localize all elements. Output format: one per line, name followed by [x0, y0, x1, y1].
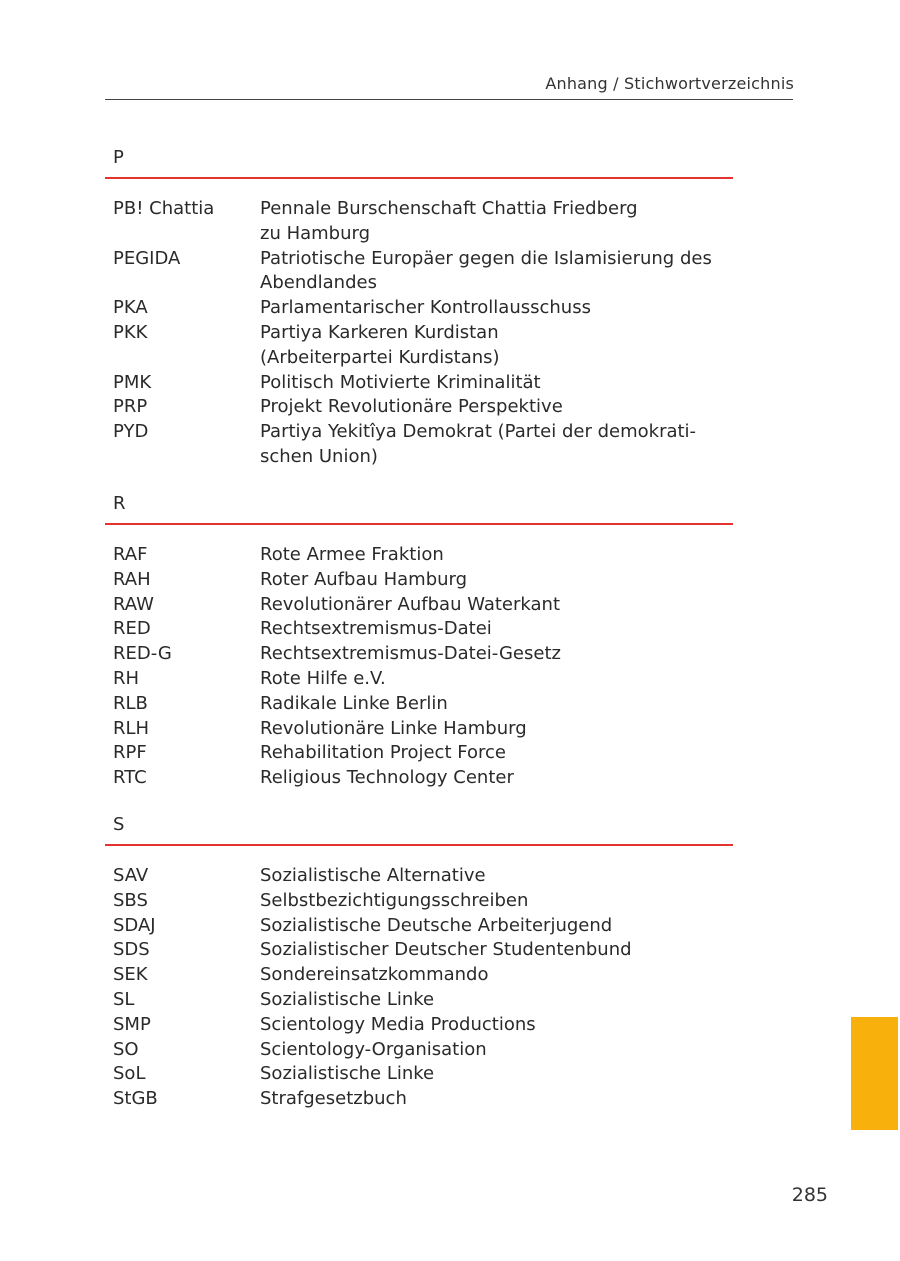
entry-expansion-line: Rote Armee Fraktion — [260, 544, 444, 565]
index-entry — [105, 371, 733, 396]
entry-expansion-line: Rote Hilfe e.V. — [260, 667, 386, 689]
index-entry — [105, 1062, 733, 1087]
entry-abbreviation: RAW — [113, 593, 154, 615]
header-divider — [105, 99, 793, 100]
entry-expansion-line: Sozialistische Linke — [260, 988, 435, 1010]
index-entry — [105, 420, 733, 470]
entry-expansion — [260, 963, 733, 988]
entry-expansion-line: Selbstbezichtigungsschreiben — [260, 889, 529, 911]
entry-expansion-line: Politisch Motivierte Kriminalität — [260, 371, 541, 393]
entry-expansion — [260, 371, 733, 396]
index-entry — [105, 321, 733, 371]
entry-expansion — [260, 692, 733, 717]
entry-expansion — [260, 717, 733, 742]
index-entry — [105, 568, 733, 593]
index-entry — [105, 1087, 733, 1112]
index-entry — [105, 543, 733, 568]
entry-expansion — [260, 1087, 733, 1112]
index-entry — [105, 617, 733, 642]
entry-expansion — [260, 741, 733, 766]
section-r — [105, 492, 733, 791]
entry-expansion — [260, 321, 733, 371]
index-entry — [105, 963, 733, 988]
entry-expansion — [260, 938, 733, 963]
entry-abbreviation: SAV — [113, 865, 149, 886]
entry-abbreviation: PRP — [113, 396, 148, 418]
entry-expansion-line: Sozialistischer Deutscher Studentenbund — [260, 939, 632, 961]
entry-abbreviation: PMK — [113, 371, 152, 393]
section-letter: R — [113, 493, 126, 514]
index-entry — [105, 247, 733, 297]
entry-abbreviation: StGB — [113, 1088, 158, 1110]
section-divider — [105, 844, 733, 846]
index-entry — [105, 395, 733, 420]
entry-abbreviation: RAH — [113, 568, 151, 590]
index-entry — [105, 296, 733, 321]
entry-expansion — [260, 889, 733, 914]
entry-expansion — [260, 642, 733, 667]
entry-expansion-line: Partiya Karkeren Kurdistan — [260, 321, 499, 343]
entry-abbreviation: RED — [113, 618, 151, 640]
entry-expansion — [260, 1038, 733, 1063]
entry-expansion-line: (Arbeiterpartei Kurdistans) — [260, 346, 500, 368]
entry-abbreviation: PKA — [113, 297, 148, 319]
entry-expansion — [260, 617, 733, 642]
entry-list — [105, 864, 733, 1112]
entry-expansion — [260, 593, 733, 618]
entry-abbreviation: SDAJ — [113, 914, 156, 936]
entry-expansion-line: Abendlandes — [260, 272, 377, 294]
index-entry — [105, 741, 733, 766]
entry-expansion — [260, 914, 733, 939]
section-divider — [105, 177, 733, 179]
entry-expansion — [260, 296, 733, 321]
entry-expansion — [260, 568, 733, 593]
index-entry — [105, 938, 733, 963]
page-number: 285 — [791, 1184, 828, 1206]
entry-expansion — [260, 247, 733, 297]
entry-expansion-line: Scientology Media Productions — [260, 1013, 536, 1035]
entry-expansion — [260, 766, 733, 791]
section-s — [105, 813, 733, 1112]
section-p — [105, 146, 733, 470]
entry-expansion-line: Roter Aufbau Hamburg — [260, 568, 468, 590]
index-entry — [105, 197, 733, 247]
entry-abbreviation: SO — [113, 1038, 139, 1060]
index-entry — [105, 914, 733, 939]
entry-abbreviation: PEGIDA — [113, 247, 181, 269]
entry-expansion — [260, 1013, 733, 1038]
entry-expansion-line: Rechtsextremismus-Datei-Gesetz — [260, 643, 561, 665]
entry-abbreviation: PYD — [113, 421, 149, 443]
entry-expansion-line: Strafgesetzbuch — [260, 1088, 407, 1110]
entry-expansion-line: zu Hamburg — [260, 222, 371, 244]
index-entry — [105, 889, 733, 914]
entry-abbreviation: RLH — [113, 717, 150, 739]
entry-abbreviation: SoL — [113, 1063, 146, 1085]
index-entry — [105, 1038, 733, 1063]
entry-expansion — [260, 395, 733, 420]
entry-expansion-line: Patriotische Europäer gegen die Islamisierung des — [260, 247, 712, 269]
index-entry — [105, 692, 733, 717]
entry-expansion-line: Sozialistische Linke — [260, 1063, 435, 1085]
entry-abbreviation: SMP — [113, 1013, 151, 1035]
entry-expansion — [260, 543, 733, 568]
section-divider — [105, 523, 733, 525]
entry-expansion — [260, 864, 733, 889]
entry-abbreviation: RAF — [113, 544, 148, 565]
section-letter: P — [113, 147, 124, 168]
entry-expansion-line: Projekt Revolutionäre Perspektive — [260, 396, 563, 418]
entry-expansion-line: Sozialistische Alternative — [260, 865, 486, 886]
index-entry — [105, 864, 733, 889]
entry-expansion-line: Radikale Linke Berlin — [260, 692, 448, 714]
entry-expansion-line: Revolutionäre Linke Hamburg — [260, 717, 527, 739]
entry-expansion — [260, 197, 733, 247]
entry-expansion — [260, 988, 733, 1013]
entry-abbreviation: RLB — [113, 692, 148, 714]
entry-expansion-line: schen Union) — [260, 445, 378, 467]
entry-expansion — [260, 420, 733, 470]
section-letter: S — [113, 814, 125, 835]
entry-abbreviation: SBS — [113, 889, 148, 911]
index-entry — [105, 988, 733, 1013]
entry-abbreviation: RED-G — [113, 643, 172, 665]
entry-expansion-line: Parlamentarischer Kontrollausschuss — [260, 297, 591, 319]
entry-expansion-line: Sozialistische Deutsche Arbeiterjugend — [260, 914, 613, 936]
entry-list — [105, 543, 733, 791]
entry-abbreviation: RPF — [113, 742, 147, 764]
chapter-tab-marker — [851, 1017, 898, 1130]
entry-abbreviation: SDS — [113, 939, 150, 961]
entry-expansion-line: Rechtsextremismus-Datei — [260, 618, 492, 640]
entry-expansion — [260, 667, 733, 692]
entry-expansion-line: Religious Technology Center — [260, 767, 514, 789]
entry-expansion-line: Sondereinsatzkommando — [260, 964, 489, 986]
entry-expansion-line: Scientology-Organisation — [260, 1038, 487, 1060]
entry-abbreviation: PKK — [113, 321, 148, 343]
entry-expansion — [260, 1062, 733, 1087]
index-entry — [105, 593, 733, 618]
entry-expansion-line: Rehabilitation Project Force — [260, 742, 506, 764]
entry-abbreviation: RH — [113, 667, 140, 689]
index-entry — [105, 766, 733, 791]
entry-expansion-line: Pennale Burschenschaft Chattia Friedberg — [260, 198, 638, 219]
entry-list — [105, 197, 733, 470]
entry-abbreviation: SL — [113, 988, 135, 1010]
running-header: Anhang / Stichwortverzeichnis — [545, 74, 794, 93]
entry-expansion-line: Revolutionärer Aufbau Waterkant — [260, 593, 561, 615]
entry-abbreviation: RTC — [113, 767, 147, 789]
entry-abbreviation: SEK — [113, 964, 148, 986]
entry-abbreviation: PB! Chattia — [113, 198, 215, 219]
index-entry — [105, 1013, 733, 1038]
index-entry — [105, 667, 733, 692]
index-entry — [105, 717, 733, 742]
index-entry — [105, 642, 733, 667]
entry-expansion-line: Partiya Yekitîya Demokrat (Partei der demokrati- — [260, 421, 697, 443]
